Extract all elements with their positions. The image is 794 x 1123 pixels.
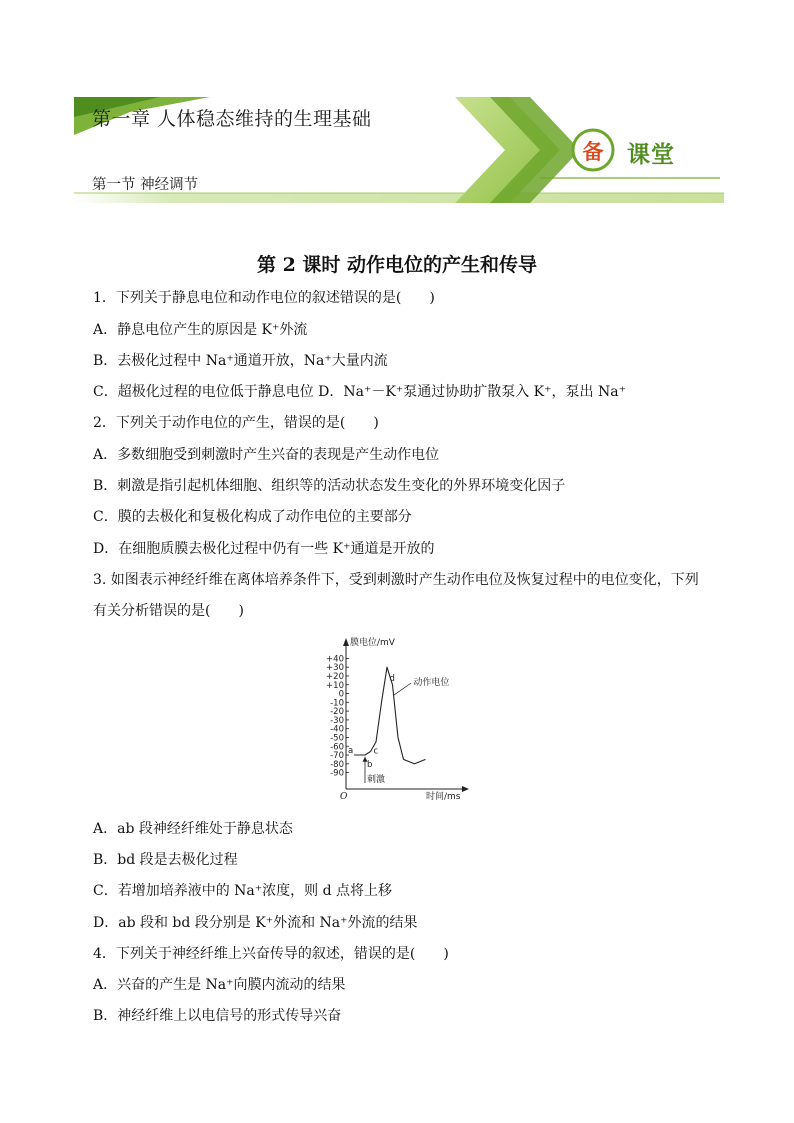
stimulus-label: 刺激	[367, 775, 386, 785]
point-label-a: a	[348, 746, 354, 757]
series-label: 动作电位	[413, 677, 450, 688]
question-2-stem: 2．下列关于动作电位的产生，错误的是( )	[93, 415, 379, 431]
y-tick-label: -90	[330, 768, 344, 779]
question-2-option-a: A．多数细胞受到刺激时产生兴奋的表现是产生动作电位	[93, 447, 440, 463]
header-banner	[0, 0, 794, 215]
question-3-option-d: D．ab 段和 bd 段分别是 K⁺外流和 Na⁺外流的结果	[93, 915, 418, 931]
question-3-option-b: B．bd 段是去极化过程	[93, 852, 238, 868]
question-4-option-a: A．兴奋的产生是 Na⁺向膜内流动的结果	[93, 977, 346, 993]
section-title: 第一节 神经调节	[92, 177, 199, 193]
y-axis-arrow	[343, 638, 349, 646]
y-tick-label: -40	[330, 724, 344, 735]
y-tick-label: -30	[330, 715, 344, 726]
y-tick-label: -50	[330, 733, 344, 744]
question-3-option-c: C．若增加培养液中的 Na⁺浓度，则 d 点将上移	[93, 883, 393, 899]
y-axis-label: 膜电位/mV	[350, 638, 395, 648]
series-leader	[394, 683, 412, 695]
question-1-stem: 1．下列关于静息电位和动作电位的叙述错误的是( )	[93, 290, 435, 306]
question-3-option-a: A．ab 段神经纤维处于静息状态	[93, 821, 293, 837]
question-3-stem-line-2: 有关分析错误的是( )	[93, 603, 244, 619]
question-4-option-b: B．神经纤维上以电信号的形式传导兴奋	[93, 1008, 342, 1024]
point-label-c: c	[373, 746, 379, 757]
header-rule	[74, 193, 724, 203]
brand-text: 课堂	[627, 142, 675, 168]
chapter-title: 第一章 人体稳态维持的生理基础	[92, 108, 372, 130]
lesson-title: 第 2 课时 动作电位的产生和传导	[256, 254, 538, 276]
question-2-option-b: B．刺激是指引起机体细胞、组织等的活动状态发生变化的外界环境变化因子	[93, 478, 566, 494]
y-tick-label: -70	[330, 751, 344, 762]
action-potential-figure	[318, 632, 478, 804]
y-tick-label: -80	[330, 759, 344, 770]
question-2-option-c: C．膜的去极化和复极化构成了动作电位的主要部分	[93, 509, 412, 525]
y-tick-label: +40	[326, 654, 344, 665]
point-label-b: b	[367, 760, 373, 771]
y-tick-label: -20	[330, 707, 344, 718]
question-2-option-d: D．在细胞质膜去极化过程中仍有一些 K⁺通道是开放的	[93, 541, 435, 557]
question-1-option-c-d: C．超极化过程的电位低于静息电位 D．Na⁺－K⁺泵通过协助扩散泵入 K⁺，泵出 Na⁺	[93, 384, 626, 400]
x-axis-arrow	[462, 786, 469, 792]
question-4-stem: 4．下列关于神经纤维上兴奋传导的叙述，错误的是( )	[93, 946, 449, 962]
y-tick-label: 0	[338, 689, 344, 700]
y-tick-label: -10	[330, 698, 344, 709]
origin-label: O	[340, 792, 348, 802]
question-1-option-a: A．静息电位产生的原因是 K⁺外流	[93, 322, 308, 338]
y-tick-label: +10	[326, 680, 344, 691]
x-axis-label: 时间/ms	[426, 792, 461, 802]
brand-logo-char: 备	[582, 140, 604, 164]
y-tick-label: -60	[330, 742, 344, 753]
question-3-stem-line-1: 3. 如图表示神经纤维在离体培养条件下，受到刺激时产生动作电位及恢复过程中的电位变化，下列	[93, 572, 699, 588]
y-tick-label: +30	[326, 663, 344, 674]
y-tick-label: +20	[326, 671, 344, 682]
action-potential-chart	[318, 632, 478, 804]
question-1-option-b: B．去极化过程中 Na⁺通道开放，Na⁺大量内流	[93, 353, 388, 369]
point-label-d: d	[389, 673, 395, 684]
